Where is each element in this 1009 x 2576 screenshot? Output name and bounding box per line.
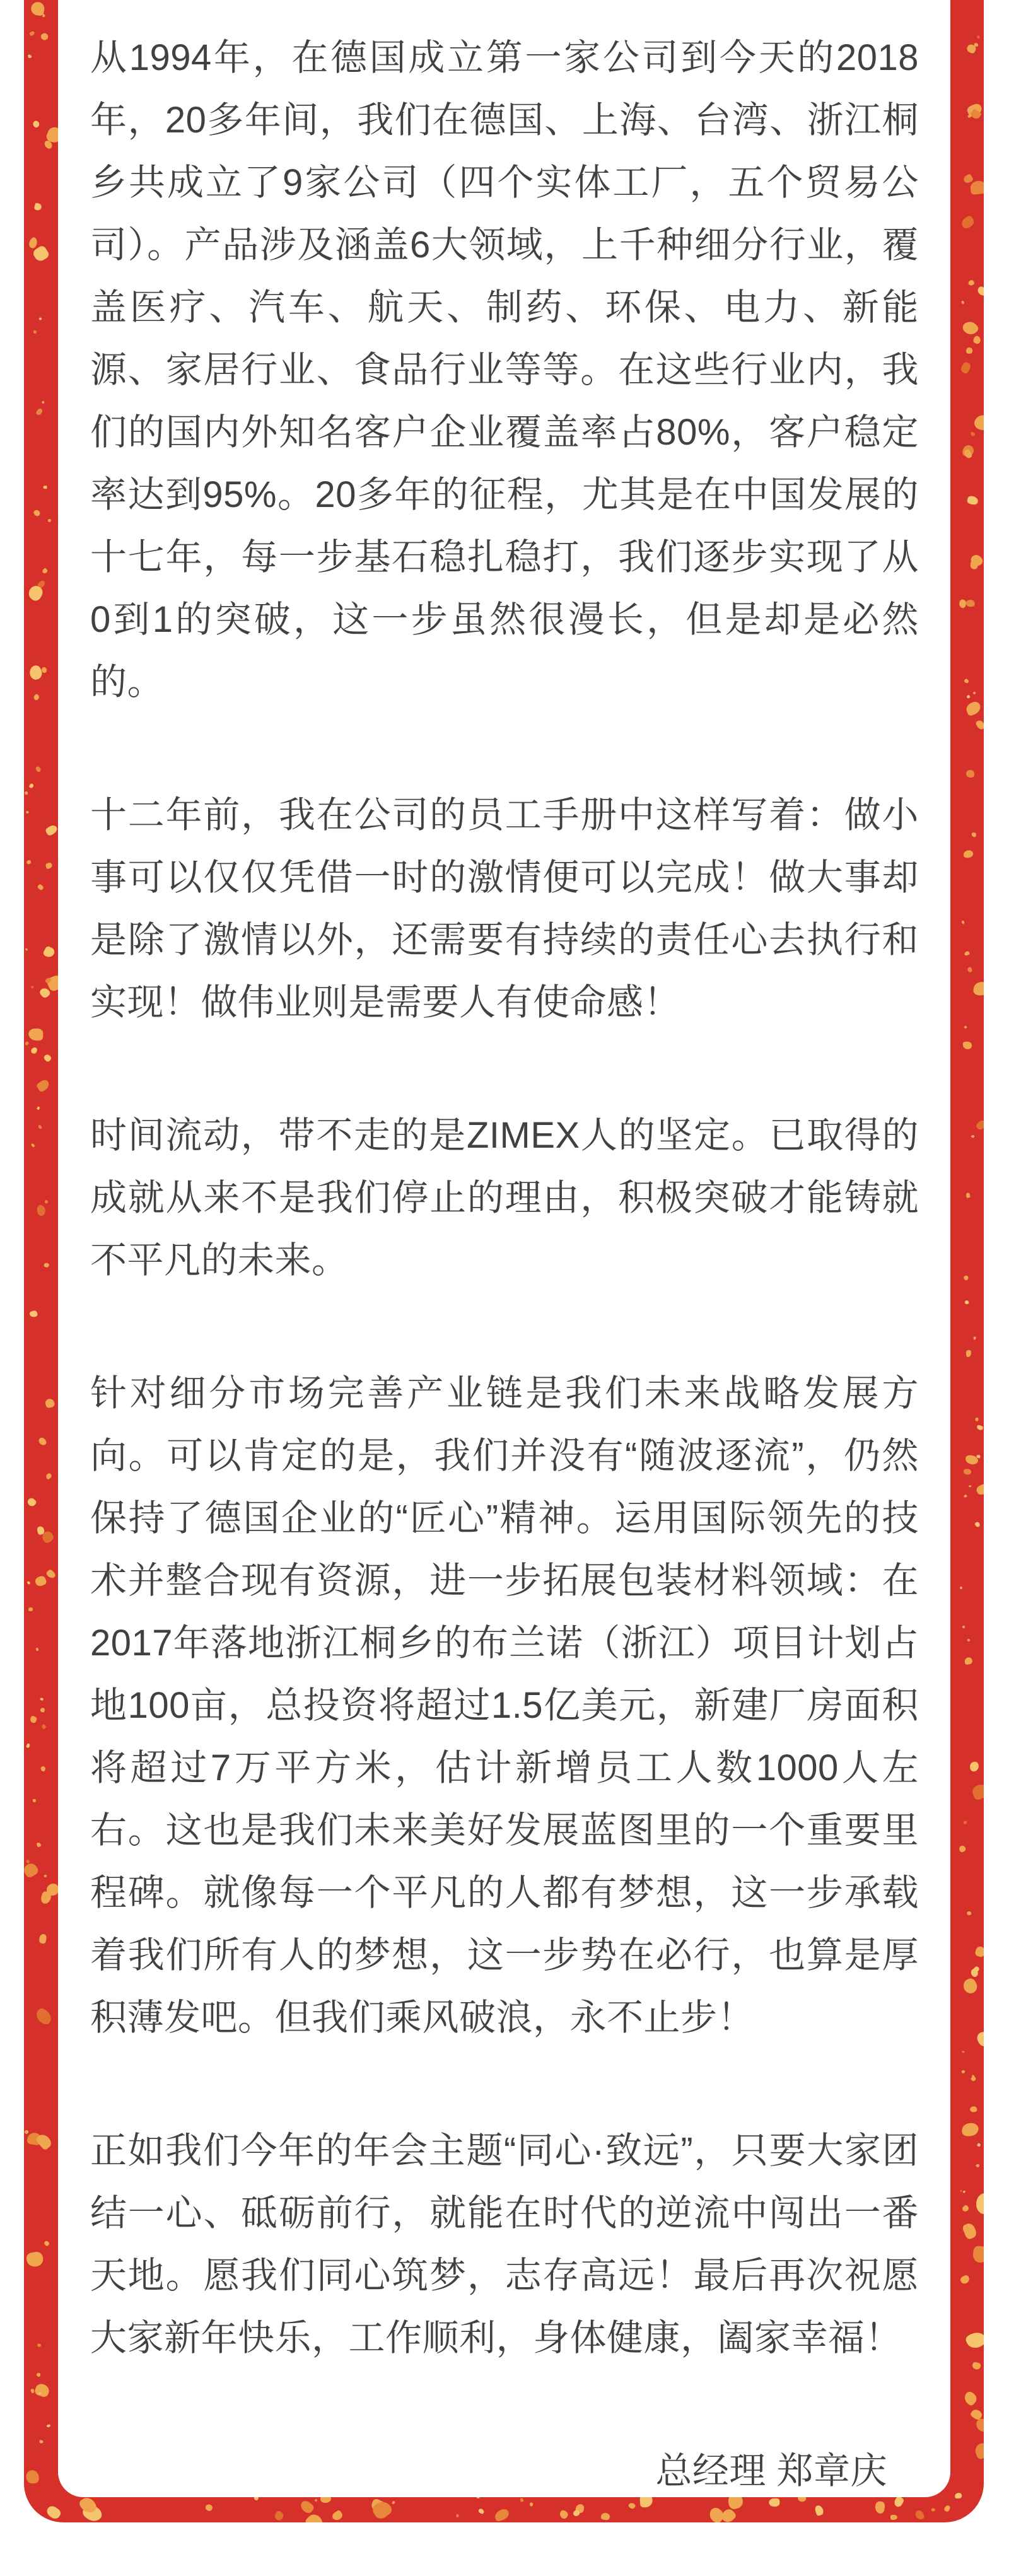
gold-speckle [976, 1424, 983, 1430]
gold-speckle [972, 2441, 984, 2460]
gold-speckle [966, 1911, 971, 1915]
gold-speckle [964, 2329, 984, 2351]
gold-speckle [964, 700, 982, 716]
gold-speckle [39, 2440, 44, 2444]
gold-speckle [961, 920, 965, 924]
letter-paragraph: 时间流动，带不走的是ZIMEX人的坚定。已取得的成就从来不是我们停止的理由，积极突破才能铸就不平凡的未来。 [90, 1115, 919, 1281]
gold-speckle [974, 2029, 984, 2048]
gold-speckle [44, 1397, 55, 1409]
gold-speckle [965, 769, 974, 778]
gold-speckle [971, 1135, 974, 1139]
gold-speckle [45, 1472, 53, 1479]
gold-speckle [38, 1437, 48, 1447]
gold-speckle [44, 1875, 47, 1877]
gold-speckle [37, 1106, 40, 1110]
gold-speckle [42, 400, 45, 404]
gold-speckle [24, 1861, 40, 1879]
gold-speckle [973, 1336, 977, 1339]
gold-speckle [964, 1025, 967, 1029]
gold-speckle [26, 810, 30, 814]
gold-speckle [977, 35, 980, 38]
gold-speckle [977, 2143, 981, 2147]
letter-card [58, 0, 950, 2497]
gold-speckle [959, 1845, 966, 1853]
gold-speckle [30, 1143, 35, 1148]
gold-speckle [47, 519, 50, 523]
gold-speckle [967, 1638, 970, 1641]
signature-line: 总经理 郑章庆 [655, 2451, 887, 2491]
gold-speckle [967, 966, 974, 973]
gold-speckle [35, 1842, 41, 1848]
gold-speckle [964, 1657, 972, 1665]
gold-speckle [971, 2075, 977, 2082]
gold-speckle [969, 1761, 979, 1772]
gold-speckle [39, 318, 42, 321]
gold-speckle [964, 679, 969, 684]
gold-speckle [42, 14, 45, 17]
gold-speckle [962, 2390, 979, 2407]
gold-speckle [967, 495, 979, 505]
gold-speckle [35, 1078, 51, 1093]
gold-speckle [25, 948, 28, 951]
gold-speckle [28, 1607, 33, 1611]
gold-speckle [972, 335, 982, 344]
gold-speckle [931, 2509, 935, 2512]
gold-speckle [34, 2382, 51, 2398]
gold-speckle [965, 1192, 971, 1198]
gold-speckle [962, 1041, 972, 1049]
gold-speckle [976, 285, 984, 297]
gold-speckle [959, 361, 971, 375]
gold-speckle [964, 950, 969, 955]
gold-speckle [975, 2418, 984, 2433]
gold-speckle [963, 2190, 966, 2193]
gold-speckle [24, 791, 28, 795]
gold-speckle [40, 1698, 43, 1701]
gold-speckle [40, 32, 49, 42]
gold-speckle [960, 1587, 963, 1589]
gold-speckle [966, 347, 973, 354]
gold-speckle [46, 1568, 57, 1579]
gold-speckle [45, 824, 59, 836]
gold-speckle [44, 1199, 49, 1204]
gold-speckle [33, 509, 41, 517]
gold-speckle [875, 2501, 885, 2514]
gold-speckle [478, 2508, 485, 2514]
gold-speckle [25, 2469, 38, 2483]
gold-speckle [962, 1626, 965, 1628]
gold-speckle [25, 1743, 30, 1748]
gold-speckle [26, 860, 32, 865]
gold-speckle [42, 945, 55, 959]
gold-speckle [966, 1350, 972, 1357]
gold-speckle [960, 215, 976, 231]
gold-speckle [43, 1262, 49, 1268]
gold-speckle [972, 981, 984, 997]
gold-speckle [34, 1575, 48, 1588]
gold-speckle [914, 2509, 925, 2521]
gold-speckle [46, 2424, 50, 2428]
gold-speckle [36, 2372, 40, 2377]
gold-speckle [976, 2164, 980, 2168]
gold-speckle [28, 665, 43, 681]
gold-speckle [34, 203, 42, 211]
gold-speckle [33, 2007, 54, 2027]
gold-speckle [964, 1299, 969, 1304]
gold-speckle [962, 1977, 979, 1995]
gold-speckle [974, 1119, 984, 1131]
gold-speckle [955, 2493, 962, 2498]
paragraphs-container [90, 26, 919, 2369]
gold-speckle [45, 862, 52, 869]
gold-speckle [38, 1125, 42, 1129]
gold-speckle [43, 1053, 52, 1063]
gold-speckle [972, 2361, 982, 2370]
gold-speckle [966, 694, 970, 698]
decorative-red-frame [24, 0, 984, 2522]
letter-paragraph: 针对细分市场完善产业链是我们未来战略发展方向。可以肯定的是，我们并没有“随波逐流”，仍然保持了德国企业的“匠心”精神。运用国际领先的技术并整合现有资源，进一步拓展包装材料领域：在2017年落地浙江桐乡的布兰诺（浙江）项目计划占地100亩，总投资将超过1.5亿美元，新建厂房面积将超过7万平方米，估计新增员工人数1000人左右。这也是我们未来美好发展蓝图里的一个重要里程碑。就像每一个平凡的人都有梦想，这一步承载着我们所有人的梦想，这一步势在必行，也算是厚积薄发吧。但我们乘风破浪，永不止步！ [90, 1373, 919, 2038]
letter-paragraph: 正如我们今年的年会主题“同心·致远”，只要大家团结一心、砥砺前行，就能在时代的逆流中闯出一番天地。愿我们同心筑梦，志存高远！最后再次祝愿大家新年快乐，工作顺利，身体健康，阖家幸福！ [90, 2130, 919, 2358]
gold-speckle [962, 1820, 967, 1825]
gold-speckle [960, 318, 979, 337]
gold-speckle [969, 1484, 971, 1486]
gold-speckle [33, 694, 40, 701]
letter-paragraph: 十二年前，我在公司的员工手册中这样写着：做小事可以仅仅凭借一时的激情便可以完成！做大事却是除了激情以外，还需要有持续的责任心去执行和实现！做伟业则是需要人有使命感！ [90, 795, 919, 1023]
gold-speckle [45, 2504, 62, 2521]
gold-speckle [972, 2245, 984, 2263]
gold-speckle [28, 783, 34, 789]
gold-speckle [971, 1782, 984, 1800]
gold-speckle [964, 849, 973, 858]
gold-speckle [35, 766, 42, 772]
gold-speckle [35, 1647, 39, 1651]
gold-speckle [976, 2193, 984, 2214]
gold-speckle [601, 2512, 610, 2521]
gold-speckle [30, 2388, 34, 2394]
gold-speckle [493, 2507, 510, 2522]
gold-speckle [962, 2051, 964, 2053]
gold-speckle [30, 985, 34, 989]
letter-paragraph: 从1994年，在德国成立第一家公司到今天的2018年，20多年间，我们在德国、上海、台湾、浙江桐乡共成立了9家公司（四个实体工厂，五个贸易公司）。产品涉及涵盖6大领域，上千种细分行业，覆盖医疗、汽车、航天、制药、环保、电力、新能源、家居行业、食品行业等等。在这些行业内，我们的国内外知名客户企业覆盖率占80%，客户稳定率达到95%。20多年的征程，尤其是在中国发展的十七年，每一步基石稳扎稳打，我们逐步实现了从0到1的突破，这一步虽然很漫长，但是却是必然的。 [90, 37, 919, 702]
gold-speckle [967, 279, 975, 286]
gold-speckle [971, 832, 976, 837]
letter-content [58, 0, 950, 2497]
gold-speckle [29, 1716, 37, 1724]
gold-speckle [959, 2275, 971, 2285]
gold-speckle [960, 2070, 965, 2074]
gold-speckle [37, 884, 44, 890]
gold-speckle [970, 180, 984, 195]
gold-speckle [27, 236, 38, 250]
gold-speckle [40, 1707, 45, 1713]
gold-speckle [27, 54, 32, 59]
gold-speckle [30, 1046, 38, 1054]
gold-speckle [40, 1766, 46, 1772]
gold-speckle [970, 2106, 977, 2112]
gold-speckle [273, 2510, 284, 2521]
gold-speckle [965, 599, 975, 607]
gold-speckle [42, 568, 48, 574]
gold-speckle [975, 719, 984, 731]
gold-speckle [35, 408, 43, 416]
gold-speckle [39, 1933, 47, 1944]
gold-speckle [974, 43, 979, 47]
gold-speckle [960, 2189, 962, 2193]
gold-speckle [974, 1945, 984, 1958]
gold-speckle [26, 1497, 37, 1508]
gold-speckle [29, 30, 35, 36]
gold-speckle [456, 2514, 459, 2517]
gold-speckle [24, 2130, 28, 2134]
gold-speckle [971, 432, 976, 436]
gold-speckle [28, 1028, 44, 1040]
gold-speckle [972, 691, 976, 694]
gold-speckle [33, 1798, 36, 1802]
gold-speckle [33, 330, 37, 334]
gold-speckle [32, 120, 40, 129]
gold-speckle [963, 1469, 971, 1475]
gold-speckle [814, 2505, 824, 2517]
gold-speckle [962, 2123, 979, 2136]
gold-speckle [961, 300, 965, 305]
gold-speckle [25, 1041, 29, 1046]
gold-speckle [330, 2509, 344, 2522]
gold-speckle [41, 667, 47, 673]
gold-speckle [974, 1521, 981, 1528]
gold-speckle [44, 486, 47, 489]
gold-speckle [944, 2505, 951, 2512]
gold-speckle [558, 2509, 569, 2520]
gold-speckle [975, 1483, 984, 1496]
gold-speckle [29, 1310, 38, 1318]
gold-speckle [43, 2241, 49, 2247]
gold-speckle [975, 1417, 979, 1421]
gold-speckle [530, 2502, 534, 2506]
gold-speckle [41, 1724, 47, 1730]
gold-speckle [962, 2222, 978, 2240]
gold-speckle [26, 2251, 44, 2268]
gold-speckle [972, 412, 984, 433]
gold-speckle [27, 1581, 31, 1585]
gold-speckle [204, 2503, 214, 2512]
gold-speckle [964, 1495, 967, 1498]
gold-speckle [627, 2501, 636, 2509]
gold-speckle [890, 2514, 898, 2519]
gold-speckle [37, 1205, 46, 1216]
gold-speckle [962, 2205, 970, 2213]
gold-speckle [37, 2344, 42, 2347]
gold-speckle [964, 1274, 969, 1280]
